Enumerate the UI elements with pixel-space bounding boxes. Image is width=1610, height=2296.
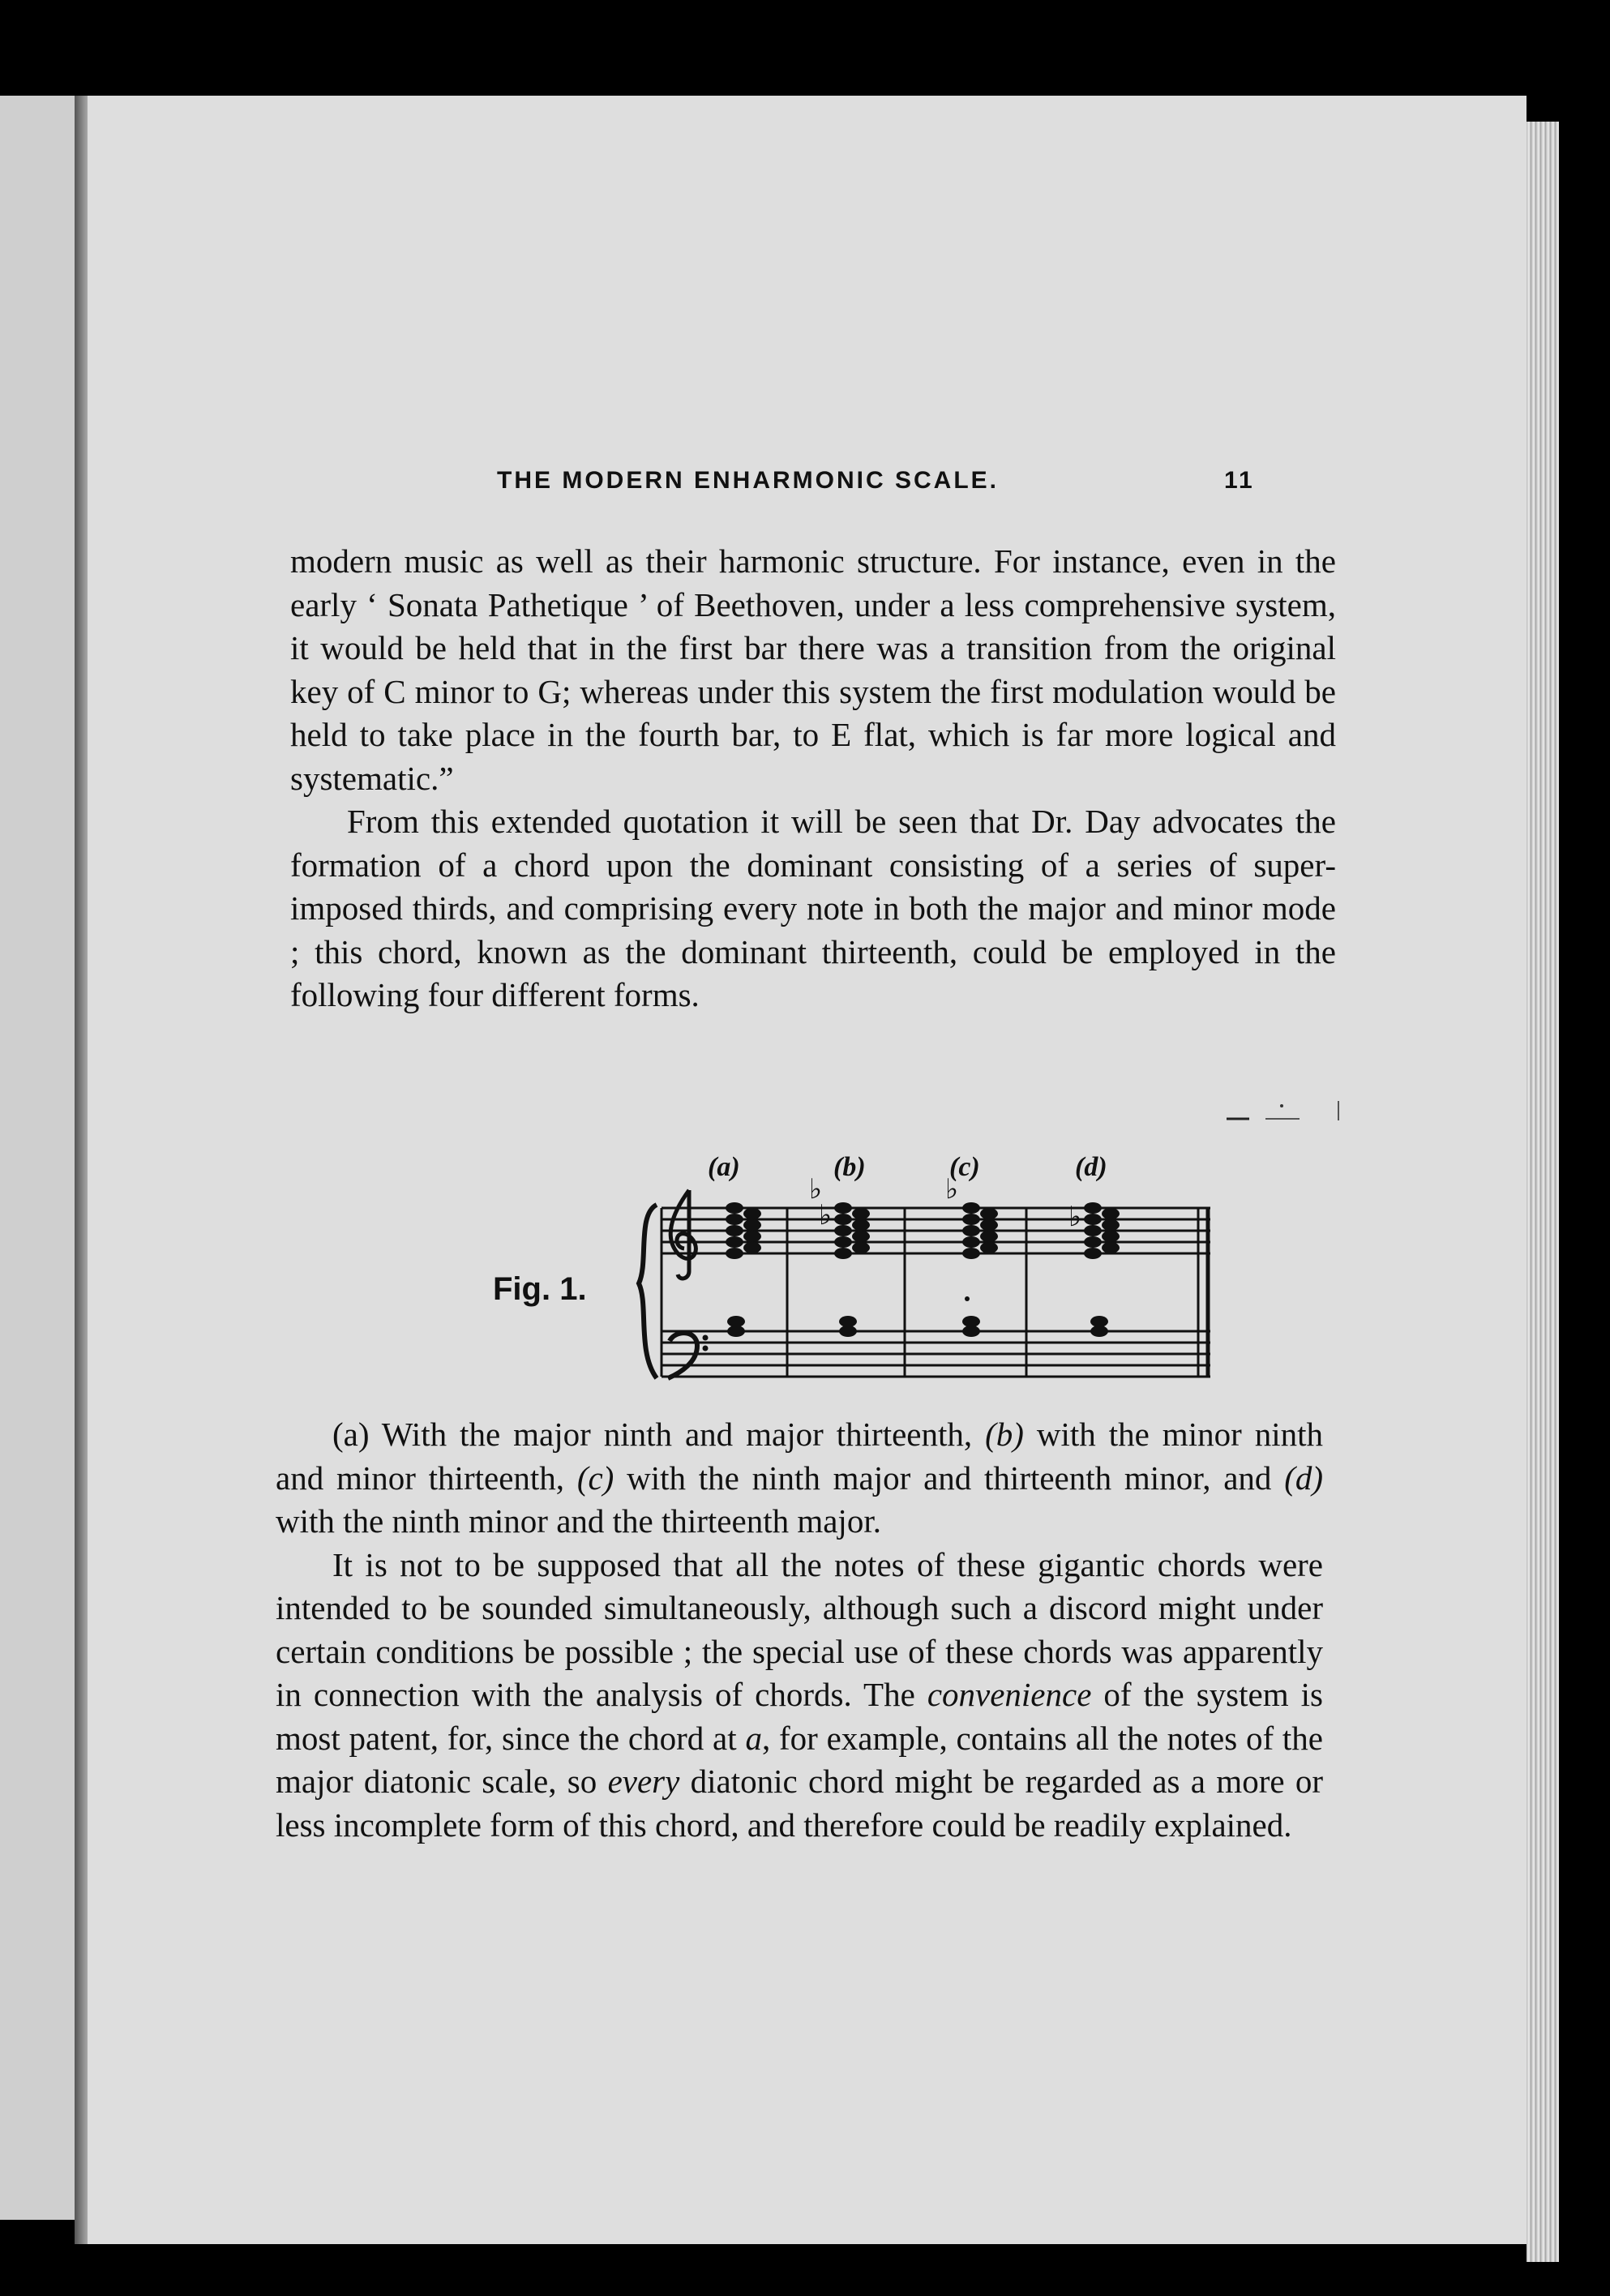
flat-sign-b2: ♭: [819, 1199, 833, 1232]
chord-label-b: (b): [833, 1152, 866, 1182]
emphasis-a: a: [745, 1719, 762, 1757]
flat-sign-d: ♭: [1068, 1201, 1082, 1233]
bass-clef-dot-upper: [703, 1335, 709, 1341]
page-stack-edge: [1527, 122, 1559, 2262]
figure-1: [493, 1142, 1239, 1393]
bass-staff: [662, 1331, 1210, 1377]
grand-staff-brace: [639, 1205, 657, 1378]
text-block-top: [290, 540, 1336, 1017]
paragraph-continued: modern music as well as their harmonic structure. For instance, even in the early ‘ Sonata Pathetique ’ of Beethoven, under a less comprehensive system, it would be held that in the first bar there was a transition from the original key of C minor to G; whereas under this system the first modulation would be held to take place in the fourth bar, to E flat, which is far more logical and systematic.”: [290, 542, 1336, 797]
chord-label-d: (d): [1075, 1152, 1107, 1182]
bass-clef-dot-lower: [703, 1346, 709, 1351]
paragraph-last-part4: diatonic chord might be regarded as a more or less incomplete form of this chord, and therefore could be readily explained.: [276, 1763, 1324, 1844]
figure-label: Fig. 1.: [493, 1271, 587, 1307]
paragraph-last-part3: , for example, contains all the notes of the major diatonic scale, so: [276, 1719, 1323, 1800]
page-number: 11: [1224, 467, 1255, 494]
bar-lines: [662, 1208, 1208, 1377]
chord-label-a: (a): [708, 1152, 740, 1182]
treble-clef-icon: [670, 1190, 696, 1279]
paragraph-last: [276, 1544, 1323, 1848]
caption-mark-c: (c): [576, 1459, 614, 1497]
page-header: [88, 467, 1527, 508]
bass-clef-icon: [668, 1333, 697, 1378]
paragraph-last-part1: It is not to be supposed that all the notes of these gigantic chords were intended to be sounded simultaneously, although such a discord might under certain conditions be possible ; the special use of these chords was apparently in connection with the analysis of chords. The: [276, 1545, 1323, 1713]
caption-mark-d: (d): [1284, 1459, 1324, 1497]
music-notation: [631, 1142, 1231, 1393]
paragraph-last-part2: of the system is most patent, for, since the chord at: [276, 1676, 1324, 1757]
flat-sign-c: ♭: [945, 1173, 959, 1206]
emphasis-every: every: [607, 1763, 680, 1800]
figure-caption: [276, 1413, 1323, 1544]
text-block-bottom: [276, 1413, 1323, 1847]
flat-sign-b1: ♭: [809, 1173, 823, 1206]
book-page: [88, 96, 1527, 2244]
caption-mark-a: (a): [332, 1416, 370, 1453]
facing-page-edge: [0, 96, 75, 2220]
chord-label-c: (c): [949, 1152, 980, 1182]
caption-text-a: With the major ninth and major thirteenth,: [369, 1416, 986, 1453]
caption-mark-b: (b): [985, 1416, 1024, 1453]
caption-text-d: with the ninth minor and the thirteenth major.: [276, 1502, 881, 1540]
print-marks: [1227, 1099, 1344, 1122]
running-title: THE MODERN ENHARMONIC SCALE.: [497, 467, 1000, 494]
paragraph-quotation-summary: From this extended quotation it will be seen that Dr. Day advocates the formation of a chord upon the dominant consisting of a series of super-imposed thirds, and comprising every note in both the major and minor mode ; this chord, known as the dominant thirteenth, could be employed in the following four different forms.: [290, 803, 1336, 1013]
emphasis-convenience: convenience: [927, 1676, 1092, 1713]
caption-text-b: with the minor ninth and minor thirteenth,: [276, 1416, 1323, 1497]
caption-text-c: with the ninth major and thirteenth minor, and: [614, 1459, 1285, 1497]
